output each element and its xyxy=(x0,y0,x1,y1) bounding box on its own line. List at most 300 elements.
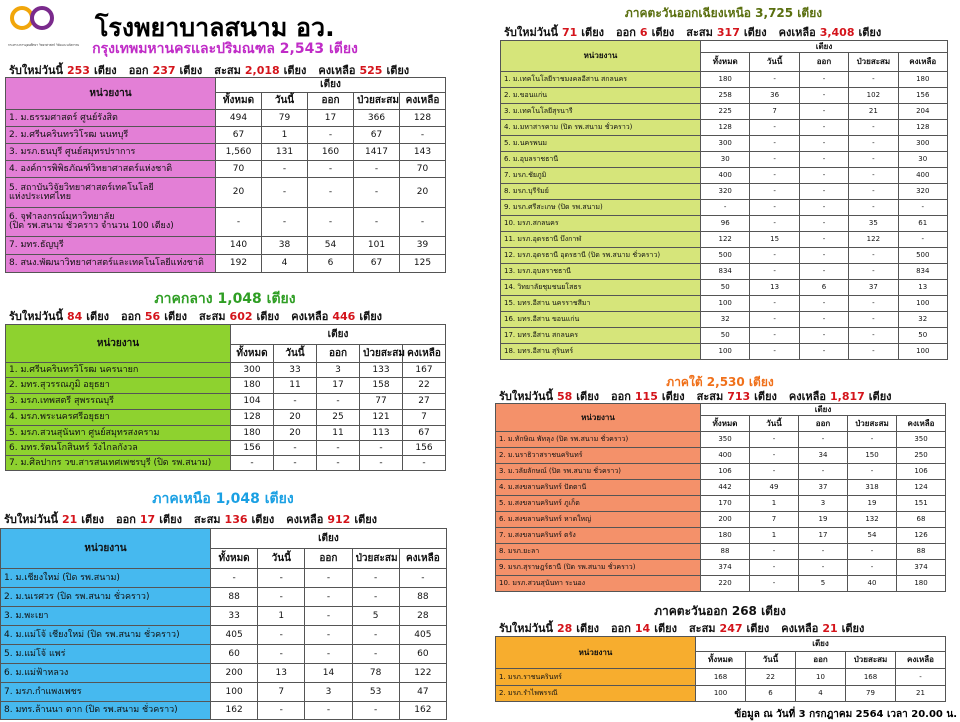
unit-name-cell: 1. ม.ศรีนครินทรวิโรฒ นครนายก xyxy=(6,363,231,378)
value-cell: 96 xyxy=(701,216,750,232)
value-cell: 100 xyxy=(898,296,947,312)
east-section-title: ภาคตะวันออก 268 เตียง xyxy=(654,604,786,618)
value-cell: - xyxy=(750,312,799,328)
value-cell: - xyxy=(399,569,446,588)
value-cell: 122 xyxy=(399,664,446,683)
value-cell: - xyxy=(849,200,898,216)
value-cell: - xyxy=(849,72,898,88)
value-cell: 47 xyxy=(399,683,446,702)
value-cell: - xyxy=(308,208,354,237)
value-cell: 400 xyxy=(701,168,750,184)
value-cell: 60 xyxy=(211,645,258,664)
value-cell: 53 xyxy=(352,683,399,702)
value-cell: 180 xyxy=(701,528,750,544)
value-cell: - xyxy=(799,560,848,576)
value-cell: - xyxy=(898,200,947,216)
value-cell: 20 xyxy=(274,426,317,441)
value-cell: - xyxy=(849,152,898,168)
value-cell: - xyxy=(258,702,305,720)
table-row xyxy=(496,576,946,592)
unit-name-cell: 5. ม.นครพนม xyxy=(501,136,701,152)
value-cell: - xyxy=(750,576,799,592)
northeast-summary-unit: เตียง xyxy=(581,26,605,39)
value-cell: 180 xyxy=(897,576,946,592)
value-cell: 100 xyxy=(701,296,750,312)
value-cell: - xyxy=(799,200,848,216)
unit-name-cell: 7. ม.สงขลานครินทร์ ตรัง xyxy=(496,528,701,544)
unit-name-cell: 7. มทร.ธัญบุรี xyxy=(6,237,216,255)
value-cell: 156 xyxy=(231,441,274,456)
value-cell: 192 xyxy=(216,255,262,273)
table-row xyxy=(1,626,447,645)
value-cell: 494 xyxy=(216,110,262,127)
value-cell: - xyxy=(750,464,799,480)
east-col-unit: หน่วยงาน xyxy=(496,637,696,669)
value-cell: 1 xyxy=(750,528,799,544)
value-cell: 834 xyxy=(898,264,947,280)
value-cell: 32 xyxy=(898,312,947,328)
value-cell: 374 xyxy=(701,560,750,576)
value-cell: - xyxy=(848,432,897,448)
unit-name-cell: 17. มทร.อีสาน สกลนคร xyxy=(501,328,701,344)
value-cell: 5 xyxy=(352,607,399,626)
value-cell: - xyxy=(305,645,352,664)
unit-name-cell: 6. มทร.รัตนโกสินทร์ วังไกลกังวล xyxy=(6,441,231,456)
value-cell: 54 xyxy=(308,237,354,255)
table-row xyxy=(1,664,447,683)
table-row xyxy=(1,702,447,720)
central-summary xyxy=(9,307,394,325)
value-cell: 27 xyxy=(403,394,446,410)
value-cell: - xyxy=(352,626,399,645)
north-summary-remain-value: 912 xyxy=(327,513,351,526)
value-cell: 128 xyxy=(231,410,274,426)
value-cell: - xyxy=(211,569,258,588)
bangkok-col-total: ทั้งหมด xyxy=(216,93,262,110)
table-row xyxy=(501,136,948,152)
value-cell: - xyxy=(750,184,799,200)
south-col-beds: เตียง xyxy=(701,404,946,416)
north-col-unit: หน่วยงาน xyxy=(1,529,211,569)
northeast-col-beds: เตียง xyxy=(701,41,948,53)
value-cell: - xyxy=(308,127,354,144)
northeast-summary-remain-label: คงเหลือ xyxy=(778,26,816,39)
value-cell: 180 xyxy=(231,426,274,441)
value-cell: 3 xyxy=(799,496,848,512)
value-cell: 300 xyxy=(898,136,947,152)
central-col-unit: หน่วยงาน xyxy=(6,325,231,363)
value-cell: 20 xyxy=(400,178,446,208)
value-cell: 168 xyxy=(846,669,896,686)
value-cell: 67 xyxy=(354,127,400,144)
value-cell: 36 xyxy=(750,88,799,104)
unit-name-cell: 8. มรภ.ยะลา xyxy=(496,544,701,560)
value-cell: 21 xyxy=(896,686,946,702)
value-cell: 121 xyxy=(360,410,403,426)
value-cell: - xyxy=(305,569,352,588)
central-header-row xyxy=(6,325,446,345)
northeast-col-unit: หน่วยงาน xyxy=(501,41,701,72)
value-cell: - xyxy=(849,312,898,328)
value-cell: 30 xyxy=(898,152,947,168)
value-cell: 225 xyxy=(701,104,750,120)
south-section-title: ภาคใต้ 2,530 เตียง xyxy=(666,375,774,389)
central-col-out: ออก xyxy=(317,345,360,363)
bangkok-summary-remain-value: 525 xyxy=(359,64,383,77)
value-cell: 88 xyxy=(211,588,258,607)
table-row xyxy=(496,480,946,496)
central-table xyxy=(5,324,446,471)
value-cell: - xyxy=(262,178,308,208)
value-cell: - xyxy=(848,544,897,560)
bangkok-summary-cum-value: 2,018 xyxy=(244,64,280,77)
value-cell: - xyxy=(750,248,799,264)
central-col-today: วันนี้ xyxy=(274,345,317,363)
value-cell: 37 xyxy=(799,480,848,496)
unit-name-cell: 9. มรภ.สุราษฎร์ธานี (ปิด รพ.สนาม ชั่วคราว) xyxy=(496,560,701,576)
value-cell: - xyxy=(849,136,898,152)
south-summary-cum-value: 713 xyxy=(727,390,751,403)
south-summary-cum-label: สะสม xyxy=(696,390,724,403)
value-cell: 11 xyxy=(317,426,360,441)
value-cell: 300 xyxy=(231,363,274,378)
bangkok-summary-unit: เตียง xyxy=(179,64,203,77)
unit-name-cell: 10. มรภ.สกลนคร xyxy=(501,216,701,232)
unit-name-cell: 2. ม.ขอนแก่น xyxy=(501,88,701,104)
value-cell: 49 xyxy=(750,480,799,496)
value-cell: - xyxy=(354,178,400,208)
northeast-summary-new-value: 71 xyxy=(561,26,578,39)
central-summary-unit: เตียง xyxy=(359,310,383,323)
table-row xyxy=(501,104,948,120)
value-cell: 1 xyxy=(750,496,799,512)
south-header-row xyxy=(496,404,946,416)
north-summary-cum-value: 136 xyxy=(224,513,248,526)
value-cell: 100 xyxy=(211,683,258,702)
value-cell: 133 xyxy=(360,363,403,378)
table-row xyxy=(501,232,948,248)
value-cell: 113 xyxy=(360,426,403,441)
table-row xyxy=(501,312,948,328)
value-cell: 38 xyxy=(262,237,308,255)
central-summary-out-label: ออก xyxy=(121,310,141,323)
value-cell: - xyxy=(849,264,898,280)
value-cell: - xyxy=(750,120,799,136)
value-cell: 1417 xyxy=(354,144,400,161)
value-cell: 17 xyxy=(317,378,360,394)
value-cell: - xyxy=(849,168,898,184)
value-cell: 102 xyxy=(849,88,898,104)
table-row xyxy=(501,168,948,184)
value-cell: - xyxy=(849,328,898,344)
value-cell: - xyxy=(750,328,799,344)
north-summary-cum-label: สะสม xyxy=(193,513,221,526)
value-cell: - xyxy=(799,344,848,360)
central-summary-unit: เตียง xyxy=(86,310,110,323)
value-cell: 500 xyxy=(701,248,750,264)
value-cell: 300 xyxy=(701,136,750,152)
table-row xyxy=(501,344,948,360)
east-summary-new-value: 28 xyxy=(556,622,573,635)
northeast-summary-out-value: 6 xyxy=(639,26,648,39)
value-cell: 34 xyxy=(799,448,848,464)
value-cell: - xyxy=(848,560,897,576)
unit-name-cell: 3. มรภ.ธนบุรี ศูนย์สมุทรปราการ xyxy=(6,144,216,161)
value-cell: - xyxy=(750,216,799,232)
unit-name-cell: 4. มรภ.พระนครศรีอยุธยา xyxy=(6,410,231,426)
table-row xyxy=(6,178,446,208)
northeast-col-remaining: คงเหลือ xyxy=(898,53,947,72)
central-summary-out-value: 56 xyxy=(144,310,161,323)
value-cell: - xyxy=(403,456,446,471)
table-row xyxy=(6,394,446,410)
value-cell: 17 xyxy=(308,110,354,127)
value-cell: - xyxy=(750,152,799,168)
unit-name-cell: 2. มทร.สุวรรณภูมิ อยุธยา xyxy=(6,378,231,394)
value-cell: 318 xyxy=(848,480,897,496)
value-cell: 70 xyxy=(216,161,262,178)
table-row xyxy=(501,328,948,344)
value-cell: - xyxy=(750,544,799,560)
northeast-summary-unit: เตียง xyxy=(858,26,882,39)
value-cell: 162 xyxy=(211,702,258,720)
unit-name-cell: 1. ม.เทคโนโลยีราชมงคลอีสาน สกลนคร xyxy=(501,72,701,88)
north-table xyxy=(0,528,447,720)
value-cell: 405 xyxy=(399,626,446,645)
table-row xyxy=(6,410,446,426)
east-summary-unit: เตียง xyxy=(746,622,770,635)
table-row xyxy=(501,248,948,264)
value-cell: - xyxy=(231,456,274,471)
value-cell: 200 xyxy=(211,664,258,683)
south-col-today: วันนี้ xyxy=(750,416,799,432)
table-row xyxy=(501,72,948,88)
value-cell: - xyxy=(352,569,399,588)
value-cell: 258 xyxy=(701,88,750,104)
value-cell: - xyxy=(799,168,848,184)
north-header-row xyxy=(1,529,447,549)
northeast-summary-remain-value: 3,408 xyxy=(819,26,855,39)
value-cell: - xyxy=(308,161,354,178)
value-cell: 33 xyxy=(211,607,258,626)
value-cell: - xyxy=(799,184,848,200)
table-row xyxy=(1,588,447,607)
table-row xyxy=(1,645,447,664)
value-cell: 125 xyxy=(400,255,446,273)
value-cell: - xyxy=(799,544,848,560)
value-cell: - xyxy=(750,344,799,360)
unit-name-cell: 13. มรภ.อุบลราชธานี xyxy=(501,264,701,280)
table-row xyxy=(496,560,946,576)
value-cell: - xyxy=(750,136,799,152)
unit-name-cell: 8. มรภ.บุรีรัมย์ xyxy=(501,184,701,200)
table-row xyxy=(6,441,446,456)
value-cell: 128 xyxy=(701,120,750,136)
value-cell: - xyxy=(354,208,400,237)
value-cell: - xyxy=(701,200,750,216)
south-col-cumulative: ป่วยสะสม xyxy=(848,416,897,432)
unit-name-cell: 6. ม.อุบลราชธานี xyxy=(501,152,701,168)
table-row xyxy=(496,448,946,464)
table-row xyxy=(6,426,446,441)
unit-name-cell: 8. สนง.พัฒนาวิทยาศาสตร์และเทคโนโลยีแห่งชาติ xyxy=(6,255,216,273)
value-cell: 50 xyxy=(701,328,750,344)
value-cell: 167 xyxy=(403,363,446,378)
value-cell: 79 xyxy=(262,110,308,127)
south-summary-remain-value: 1,817 xyxy=(830,390,865,403)
value-cell: - xyxy=(360,456,403,471)
value-cell: 1,560 xyxy=(216,144,262,161)
value-cell: - xyxy=(799,72,848,88)
east-col-remaining: คงเหลือ xyxy=(896,652,946,669)
value-cell: 11 xyxy=(274,378,317,394)
unit-name-cell: 11. มรภ.อุดรธานี บึงกาฬ xyxy=(501,232,701,248)
value-cell: - xyxy=(305,702,352,720)
unit-name-cell: 16. มทร.อีสาน ขอนแก่น xyxy=(501,312,701,328)
value-cell: 33 xyxy=(274,363,317,378)
value-cell: - xyxy=(317,456,360,471)
central-summary-unit: เตียง xyxy=(256,310,280,323)
value-cell: - xyxy=(352,645,399,664)
value-cell: 250 xyxy=(897,448,946,464)
north-summary-out-label: ออก xyxy=(116,513,136,526)
bangkok-summary-cum-label: สะสม xyxy=(214,64,241,77)
value-cell: 200 xyxy=(701,512,750,528)
northeast-summary-unit: เตียง xyxy=(651,26,675,39)
value-cell: - xyxy=(799,264,848,280)
value-cell: - xyxy=(799,120,848,136)
central-section-title: ภาคกลาง 1,048 เตียง xyxy=(154,291,296,307)
table-row xyxy=(6,237,446,255)
north-col-total: ทั้งหมด xyxy=(211,549,258,569)
value-cell: 10 xyxy=(796,669,846,686)
north-summary-unit: เตียง xyxy=(81,513,105,526)
bangkok-summary-new-label: รับใหม่วันนี้ xyxy=(9,64,63,77)
value-cell: 13 xyxy=(750,280,799,296)
bangkok-summary-unit: เตียง xyxy=(386,64,410,77)
table-row xyxy=(6,456,446,471)
value-cell: - xyxy=(849,296,898,312)
value-cell: 180 xyxy=(231,378,274,394)
table-row xyxy=(496,686,946,702)
table-row xyxy=(496,544,946,560)
value-cell: - xyxy=(258,569,305,588)
value-cell: - xyxy=(360,441,403,456)
value-cell: 7 xyxy=(403,410,446,426)
south-summary-remain-label: คงเหลือ xyxy=(788,390,826,403)
north-summary-unit: เตียง xyxy=(251,513,275,526)
value-cell: 442 xyxy=(701,480,750,496)
east-summary-new-label: รับใหม่วันนี้ xyxy=(499,622,553,635)
east-summary-unit: เตียง xyxy=(841,622,865,635)
bangkok-col-cumulative: ป่วยสะสม xyxy=(354,93,400,110)
table-row xyxy=(496,464,946,480)
north-summary-new-label: รับใหม่วันนี้ xyxy=(4,513,58,526)
unit-name-cell: 9. มรภ.ศรีสะเกษ (ปิด รพ.สนาม) xyxy=(501,200,701,216)
table-row xyxy=(6,110,446,127)
unit-name-cell: 7. มรภ.ชัยภูมิ xyxy=(501,168,701,184)
value-cell: 39 xyxy=(400,237,446,255)
value-cell: 100 xyxy=(701,344,750,360)
value-cell: - xyxy=(799,232,848,248)
table-row xyxy=(6,363,446,378)
value-cell: 17 xyxy=(799,528,848,544)
north-summary-remain-label: คงเหลือ xyxy=(286,513,324,526)
value-cell: 22 xyxy=(746,669,796,686)
value-cell: 4 xyxy=(262,255,308,273)
value-cell: 158 xyxy=(360,378,403,394)
value-cell: - xyxy=(400,127,446,144)
value-cell: - xyxy=(262,161,308,178)
value-cell: 320 xyxy=(898,184,947,200)
value-cell: 50 xyxy=(898,328,947,344)
bangkok-section-title: กรุงเทพมหานครและปริมณฑล 2,543 เตียง xyxy=(92,41,358,57)
value-cell: 100 xyxy=(898,344,947,360)
bangkok-summary-out-label: ออก xyxy=(128,64,149,77)
bangkok-summary-unit: เตียง xyxy=(283,64,307,77)
value-cell: 6 xyxy=(746,686,796,702)
value-cell: 106 xyxy=(701,464,750,480)
east-col-cumulative: ป่วยสะสม xyxy=(846,652,896,669)
value-cell: 7 xyxy=(258,683,305,702)
value-cell: - xyxy=(305,588,352,607)
value-cell: 78 xyxy=(352,664,399,683)
bangkok-col-today: วันนี้ xyxy=(262,93,308,110)
south-summary-unit: เตียง xyxy=(754,390,777,403)
value-cell: 220 xyxy=(701,576,750,592)
central-col-beds: เตียง xyxy=(231,325,446,345)
east-col-total: ทั้งหมด xyxy=(696,652,746,669)
value-cell: 400 xyxy=(701,448,750,464)
value-cell: 140 xyxy=(216,237,262,255)
table-row xyxy=(1,569,447,588)
east-summary xyxy=(499,619,876,637)
value-cell: - xyxy=(262,208,308,237)
value-cell: 60 xyxy=(399,645,446,664)
unit-name-cell: 7. ม.ศิลปากร วข.สารสนเทศเพชรบุรี (ปิด รพ.สนาม) xyxy=(6,456,231,471)
bangkok-summary-new-value: 253 xyxy=(66,64,90,77)
value-cell: - xyxy=(274,441,317,456)
table-row xyxy=(501,264,948,280)
bangkok-col-unit: หน่วยงาน xyxy=(6,78,216,110)
table-row xyxy=(496,528,946,544)
value-cell: 79 xyxy=(846,686,896,702)
value-cell: - xyxy=(799,312,848,328)
value-cell: - xyxy=(750,264,799,280)
table-row xyxy=(501,88,948,104)
value-cell: 28 xyxy=(399,607,446,626)
value-cell: - xyxy=(750,448,799,464)
south-col-unit: หน่วยงาน xyxy=(496,404,701,432)
northeast-col-total: ทั้งหมด xyxy=(701,53,750,72)
value-cell: 67 xyxy=(354,255,400,273)
unit-name-cell: 5. ม.แม่โจ้ แพร่ xyxy=(1,645,211,664)
unit-name-cell: 5. ม.สงขลานครินทร์ ภูเก็ต xyxy=(496,496,701,512)
table-row xyxy=(1,607,447,626)
value-cell: 1 xyxy=(262,127,308,144)
east-summary-out-value: 14 xyxy=(634,622,651,635)
value-cell: 19 xyxy=(848,496,897,512)
unit-name-cell: 5. สถาบันวิจัยวิทยาศาสตร์เทคโนโลยี แห่งประเทศไทย xyxy=(6,178,216,208)
north-section-title: ภาคเหนือ 1,048 เตียง xyxy=(152,491,294,507)
value-cell: 88 xyxy=(701,544,750,560)
table-row xyxy=(496,432,946,448)
value-cell: 37 xyxy=(849,280,898,296)
value-cell: 101 xyxy=(354,237,400,255)
value-cell: 7 xyxy=(750,512,799,528)
north-summary-unit: เตียง xyxy=(159,513,182,526)
northeast-table xyxy=(500,40,948,360)
